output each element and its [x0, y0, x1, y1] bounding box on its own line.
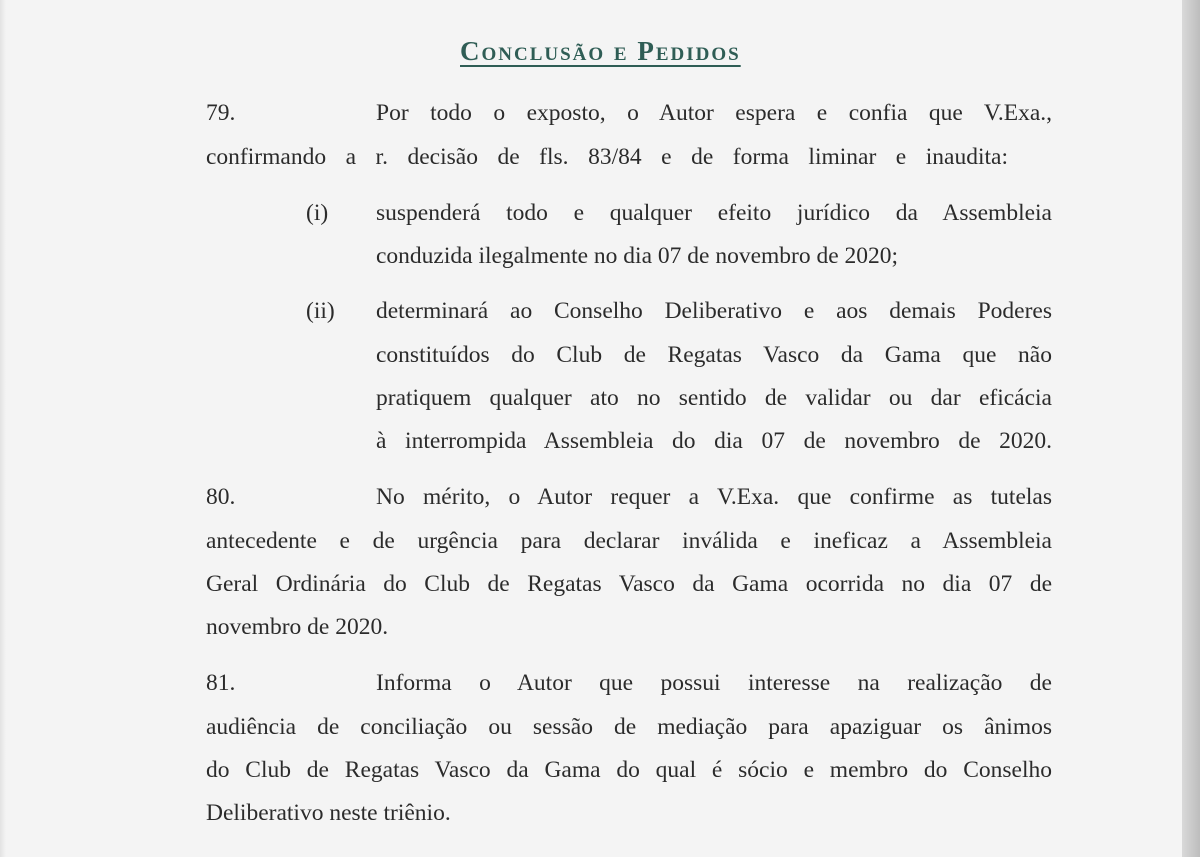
paragraph-number-79: 79. — [206, 100, 236, 126]
paragraph-79-line-2: confirmando a r. decisão de fls. 83/84 e de forma liminar e inaudita: — [206, 144, 1008, 170]
paragraph-81-line-1: Informa o Autor que possui interesse na realização de — [376, 670, 1052, 696]
paragraph-79-line-1: Por todo o exposto, o Autor espera e confia que V.Exa., — [376, 100, 1052, 126]
paragraph-number-80: 80. — [206, 484, 236, 510]
paragraph-80-line-3: Geral Ordinária do Club de Regatas Vasco da Gama ocorrida no dia 07 de — [206, 571, 1052, 597]
paragraph-81-line-2: audiência de conciliação ou sessão de mediação para apaziguar os ânimos — [206, 714, 1052, 740]
item-marker-ii: (ii) — [306, 298, 335, 324]
paragraph-80-line-1: No mérito, o Autor requer a V.Exa. que confirme as tutelas — [376, 484, 1052, 510]
item-ii-line-1: determinará ao Conselho Deliberativo e aos demais Poderes — [376, 298, 1052, 324]
paragraph-number-81: 81. — [206, 670, 236, 696]
section-title: Conclusão e Pedidos — [460, 36, 741, 66]
item-ii-line-2: constituídos do Club de Regatas Vasco da Gama que não — [376, 342, 1052, 368]
item-i-line-2: conduzida ilegalmente no dia 07 de novembro de 2020; — [376, 243, 899, 269]
item-ii-line-3: pratiquem qualquer ato no sentido de validar ou dar eficácia — [376, 385, 1052, 411]
paragraph-81-line-3: do Club de Regatas Vasco da Gama do qual é sócio e membro do Conselho — [206, 757, 1052, 783]
paragraph-81-line-4: Deliberativo neste triênio. — [206, 800, 451, 826]
item-marker-i: (i) — [306, 200, 329, 226]
page-left-edge — [0, 0, 6, 857]
item-ii-line-4: à interrompida Assembleia do dia 07 de novembro de 2020. — [376, 428, 1052, 454]
item-i-line-1: suspenderá todo e qualquer efeito jurídico da Assembleia — [376, 200, 1052, 226]
page-right-edge — [1182, 0, 1200, 857]
paragraph-80-line-4: novembro de 2020. — [206, 614, 389, 640]
paragraph-80-line-2: antecedente e de urgência para declarar inválida e ineficaz a Assembleia — [206, 528, 1052, 554]
